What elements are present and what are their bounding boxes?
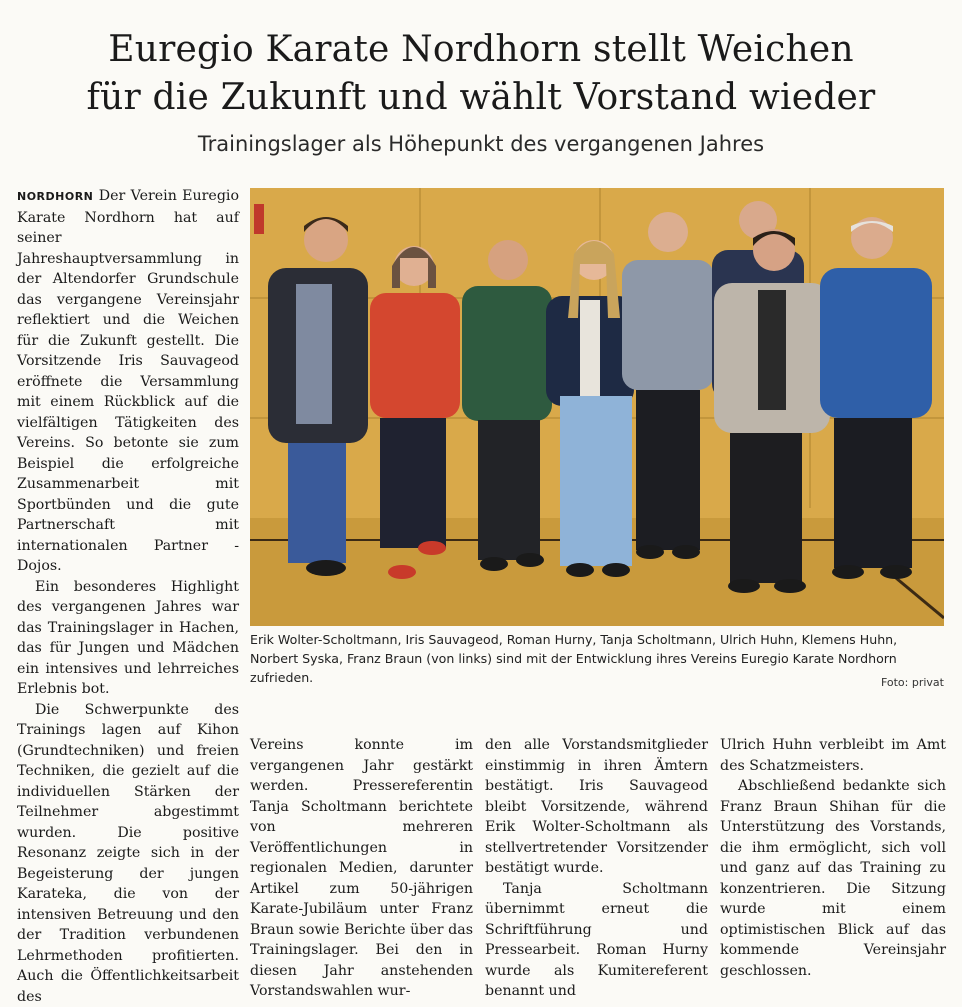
group-photo: [250, 188, 944, 626]
paragraph-8: Abschließend bedankte sich Franz Braun Shihan für die Unterstützung des Vorstands, die ihm ermöglicht, sich voll und ganz auf das Training zu konzentrieren. Die Sitzung wurde mit einem optimistischen Blick auf das kommende Vereinsjahr geschlossen.: [720, 776, 946, 981]
photo-credit: Foto: privat: [881, 676, 944, 689]
dateline: NORDHORN: [17, 190, 93, 203]
headline: [0, 26, 962, 122]
paragraph-1: [17, 186, 239, 577]
article-column-4: [720, 735, 946, 981]
article-column-3: [485, 735, 708, 1002]
paragraph-3: Die Schwerpunkte des Trainings lagen auf Kihon (Grundtechniken) und freien Techniken, die gezielt auf die individuellen Stärken der Teilnehmer abgestimmt wurden. Die positive Resonanz zeigte sich in der Begeisterung der jungen Karateka, die von der intensiven Betreuung und den der Tradition verbundenen Lehrmethoden profitierten. Auch die Öffentlichkeitsarbeit des: [17, 700, 239, 1007]
group-photo-illustration: [250, 188, 944, 626]
paragraph-1-text: Der Verein Euregio Karate Nordhorn hat auf seiner Jahreshauptversammlung in der Altendorfer Grundschule das vergangene Vereinsjahr reflektiert und die Weichen für die Zukunft gestellt. Die Vorsitzende Iris Sauvageod eröffnete die Versammlung mit einem Rückblick auf die vielfältigen Tätigkeiten des Vereins. So betonte sie zum Beispiel die erfolgreiche Zusammenarbeit mit Sportbünden und die gute Partnerschaft mit internationalen Partner - Dojos.: [17, 188, 239, 574]
article-column-2: [250, 735, 473, 1002]
paragraph-2: Ein besonderes Highlight des vergangenen Jahres war das Trainingslager in Hachen, das für Jungen und Mädchen ein intensives und lehrreiches Erlebnis bot.: [17, 577, 239, 700]
paragraph-7: Ulrich Huhn verbleibt im Amt des Schatzmeisters.: [720, 735, 946, 776]
article-column-1: [17, 186, 239, 1007]
headline-line-1: Euregio Karate Nordhorn stellt Weichen: [108, 29, 854, 70]
subheadline: Trainingslager als Höhepunkt des vergangenen Jahres: [0, 130, 962, 158]
paragraph-5: den alle Vorstandsmitglieder einstimmig in ihren Ämtern bestätigt. Iris Sauvageod bleibt Vorsitzende, während Erik Wolter-Scholtmann als stellvertretender Vorsitzender bestätigt wurde.: [485, 735, 708, 879]
paragraph-4: Vereins konnte im vergangenen Jahr gestärkt werden. Pressereferentin Tanja Scholtmann berichtete von mehreren Veröffentlichungen in regionalen Medien, darunter Artikel zum 50-jährigen Karate-Jubiläum unter Franz Braun sowie Berichte über das Trainingslager. Bei den in diesen Jahr anstehenden Vorstandswahlen wur-: [250, 735, 473, 1002]
photo-caption: Erik Wolter-Scholtmann, Iris Sauvageod, Roman Hurny, Tanja Scholtmann, Ulrich Huhn, Klemens Huhn, Norbert Syska, Franz Braun (von links) sind mit der Entwicklung ihres Vereins Euregio Karate Nordhorn zufrieden.: [250, 630, 944, 687]
paragraph-6: Tanja Scholtmann übernimmt erneut die Schriftführung und Pressearbeit. Roman Hurny wurde als Kumitereferent benannt und: [485, 879, 708, 1002]
headline-line-2: für die Zukunft und wählt Vorstand wieder: [87, 77, 876, 118]
